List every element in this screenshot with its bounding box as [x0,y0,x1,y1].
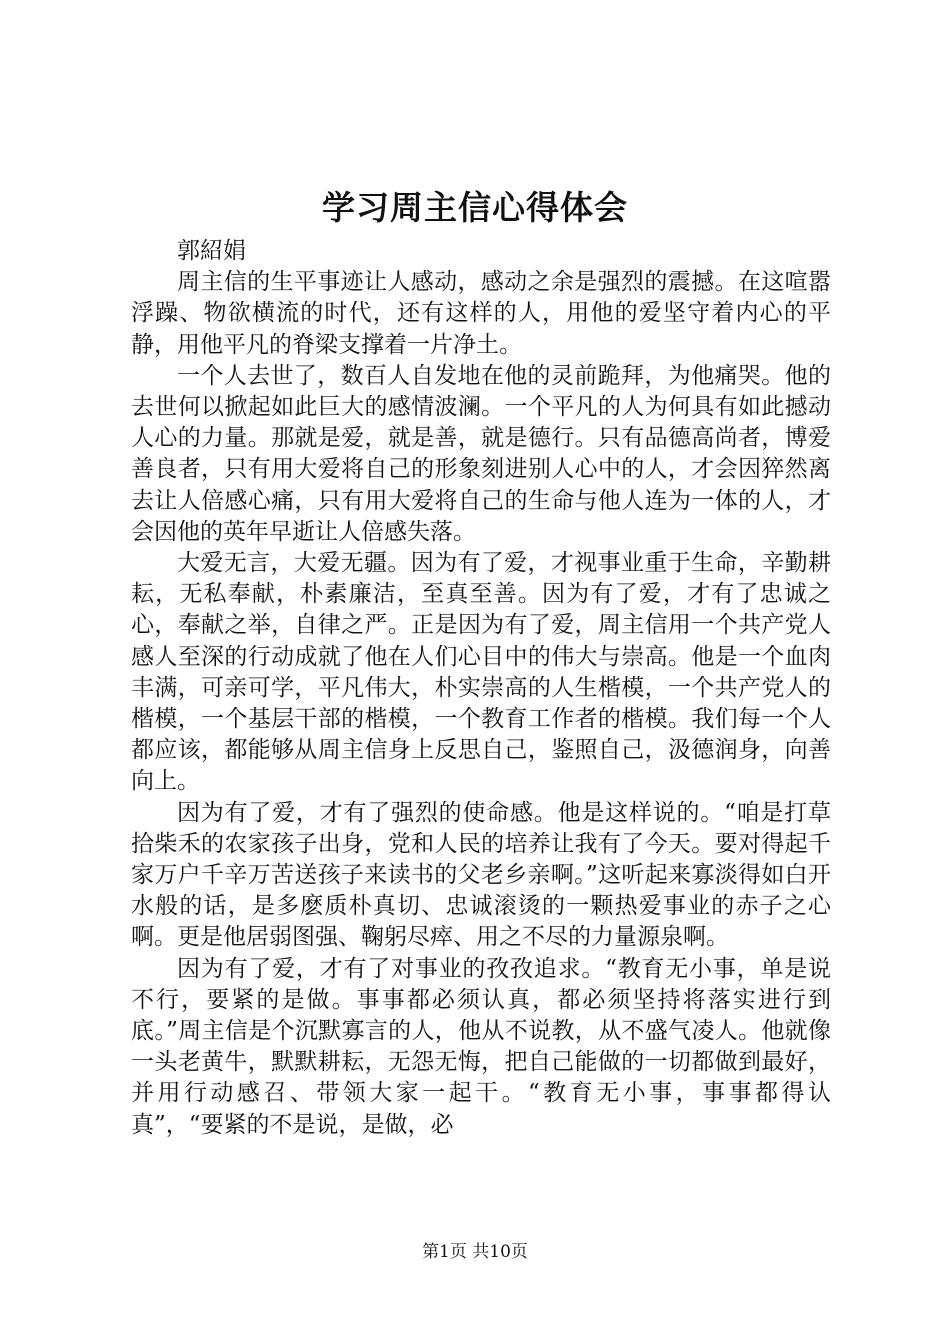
paragraph-3: 大爱无言，大爱无疆。因为有了爱，才视事业重于生命，辛勤耕耘，无私奉献，朴素廉洁，至真至善。因为有了爱，才有了忠诚之心，奉献之举，自律之严。正是因为有了爱，周主信用一个共产党人感人至深的行动成就了他在人们心目中的伟大与崇高。他是一个血肉丰满，可亲可学，平凡伟大，朴实崇高的人生楷模，一个共产党人的楷模，一个基层干部的楷模，一个教育工作者的楷模。我们每一个人都应该，都能够从周主信身上反思自己，鉴照自己，汲德润身，向善向上。 [131,550,831,795]
author-name: 郭紹娟 [177,238,246,264]
paragraph-1: 周主信的生平事迹让人感动，感动之余是强烈的震撼。在这喧嚣浮躁、物欲横流的时代，还有这样的人，用他的爱坚守着内心的平静，用他平凡的脊梁支撑着一片净土。 [131,269,831,358]
paragraph-4: 因为有了爱，才有了强烈的使命感。他是这样说的。“咱是打草拾柴禾的农家孩子出身，党和人民的培养让我有了今天。要对得起千家万户千辛万苦送孩子来读书的父老乡亲啊。”这听起来寡淡得如白开水般的话，是多麽质朴真切、忠诚滚烫的一颗热爱事业的赤子之心啊。更是他居弱图强、鞠躬尽瘁、用之不尽的力量源泉啊。 [131,799,831,951]
paragraph-2: 一个人去世了，数百人自发地在他的灵前跪拜，为他痛哭。他的去世何以掀起如此巨大的感情波澜。一个平凡的人为何具有如此撼动人心的力量。那就是爱，就是善，就是德行。只有品德高尚者，博爱善良者，只有用大爱将自己的形象刻进别人心中的人，才会因猝然离去让人倍感心痛，只有用大爱将自己的生命与他人连为一体的人，才会因他的英年早逝让人倍感失落。 [131,362,831,545]
document-title: 学习周主信心得体会 [322,188,628,227]
page-footer: 第1页 共10页 [422,1242,528,1262]
document-body [131,236,831,1141]
paragraph-5: 因为有了爱，才有了对事业的孜孜追求。“教育无小事，单是说不行，要紧的是做。事事都必须认真，都必须坚持将落实进行到底。”周主信是个沉默寡言的人，他从不说教，从不盛气凌人。他就像一头老黄牛，默默耕耘，无怨无悔，把自己能做的一切都做到最好，并用行动感召、带领大家一起干。“教育无小事，事事都得认真”，“要紧的不是说，是做，必 [131,955,831,1138]
